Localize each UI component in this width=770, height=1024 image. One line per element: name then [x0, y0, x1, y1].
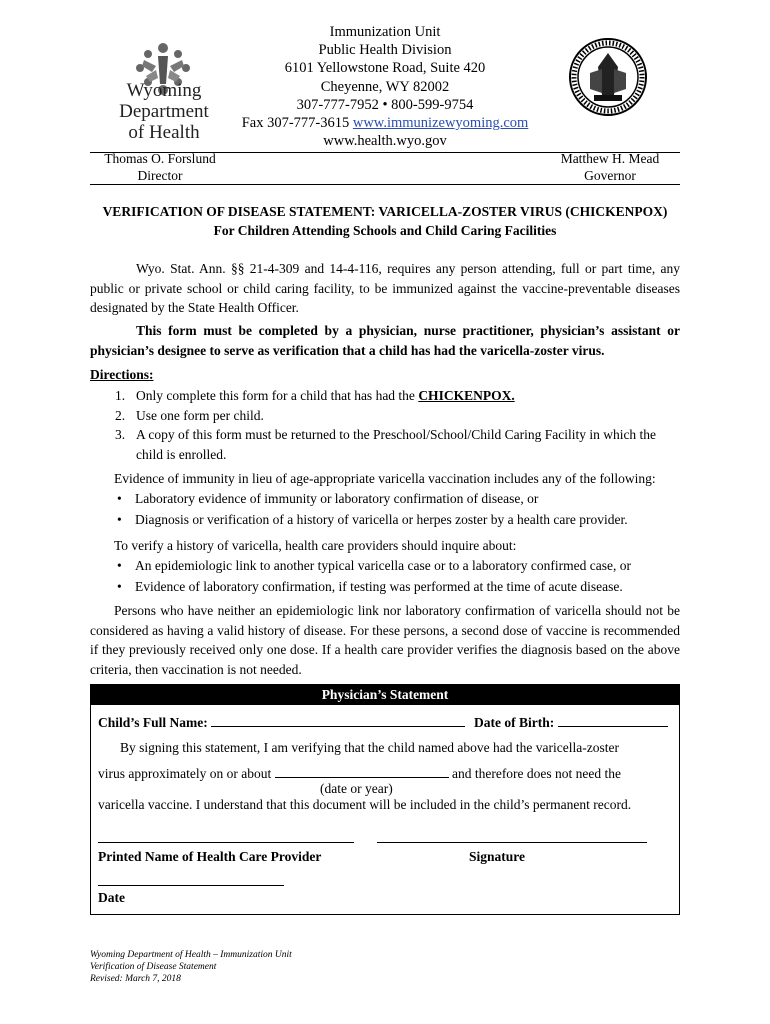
child-name-input-line[interactable]	[211, 713, 465, 727]
direction-number: 2.	[115, 407, 126, 423]
dob-field	[474, 713, 668, 731]
evidence-item	[114, 509, 680, 530]
letterhead-address1: 6101 Yellowstone Road, Suite 420	[284, 60, 486, 77]
statute-paragraph: Wyo. Stat. Ann. §§ 21-4-309 and 14-4-116, requires any person attending, full or part time, any public or private school or child caring facility, to be immunized against the vaccine-preventable diseases designated by the State Health Officer.	[90, 261, 680, 315]
signature-label: Signature	[469, 849, 526, 864]
letterhead-phones: 307-777-7952 • 800-599-9754	[296, 96, 474, 113]
bullet-icon: •	[117, 512, 122, 527]
form-title: VERIFICATION OF DISEASE STATEMENT: VARICELLA-ZOSTER VIRUS (CHICKENPOX)	[102, 204, 668, 219]
logo-line-1: Wyoming	[126, 80, 202, 101]
immunize-wyoming-link[interactable]: www.immunizewyoming.com	[352, 115, 529, 132]
statement-line-3: varicella vaccine. I understand that this document will be included in the child’s permanent record.	[98, 797, 632, 812]
signature-input-line[interactable]	[377, 842, 647, 843]
header-rule-bottom	[90, 184, 680, 185]
direction-number: 3.	[115, 427, 126, 442]
verify-item	[114, 576, 680, 597]
statement-line-2-post: and therefore does not need the	[451, 766, 622, 781]
footer-line-2: Verification of Disease Statement	[90, 962, 217, 972]
provider-name-input-line[interactable]	[98, 842, 354, 843]
persons-note: Persons who have neither an epidemiologic link nor laboratory confirmation of varicella should not be considered as having a valid history of disease. For these persons, a second dose of vaccine is recommended if they previously received only one dose. If a health care provider verifies the diagnosis based on the above criteria, then vaccination is not needed.	[90, 603, 680, 677]
physician-statement-heading: Physician’s Statement	[91, 685, 679, 705]
child-name-field	[98, 713, 465, 731]
footer-line-3: Revised: March 7, 2018	[90, 974, 181, 984]
verify-list	[114, 555, 680, 597]
direction-text: Use one form per child.	[136, 407, 264, 423]
disease-date-input-line[interactable]	[275, 764, 449, 778]
directions-heading: Directions:	[90, 367, 154, 382]
bullet-icon: •	[117, 579, 122, 594]
dob-label: Date of Birth:	[474, 715, 555, 730]
governor-block	[540, 150, 680, 184]
form-subtitle: For Children Attending Schools and Child Caring Facilities	[213, 223, 557, 238]
director-title: Director	[137, 168, 183, 183]
directions-list	[115, 386, 680, 464]
governor-name: Matthew H. Mead	[560, 151, 660, 166]
verify-text: An epidemiologic link to another typical varicella case or to a laboratory confirmed case, or	[135, 558, 631, 573]
letterhead-fax-line	[228, 114, 542, 132]
bullet-icon: •	[117, 558, 122, 573]
director-block	[90, 150, 230, 184]
evidence-item	[114, 488, 680, 509]
statement-line-1: By signing this statement, I am verifying that the child named above had the varicella-zoster	[120, 740, 619, 755]
statement-line-2-pre: virus approximately on or about	[98, 766, 272, 781]
evidence-list	[114, 488, 680, 530]
date-label: Date	[98, 890, 125, 905]
provider-name-label: Printed Name of Health Care Provider	[98, 849, 322, 864]
governor-title: Governor	[584, 168, 636, 183]
wdh-logo-text	[104, 80, 224, 143]
logo-line-3: of Health	[128, 122, 200, 143]
letterhead-address2: Cheyenne, WY 82002	[320, 78, 450, 95]
direction-text: A copy of this form must be returned to the Preschool/School/Child Caring Facility in which the child is enrolled.	[136, 427, 657, 462]
statement-line-2	[98, 764, 678, 782]
evidence-intro: Evidence of immunity in lieu of age-appropriate varicella vaccination includes any of the following:	[114, 471, 656, 486]
letterhead-website: www.health.wyo.gov	[323, 133, 447, 150]
child-name-label: Child’s Full Name:	[98, 715, 208, 730]
state-seal-icon	[568, 37, 648, 117]
direction-item	[115, 425, 680, 464]
dob-input-line[interactable]	[558, 713, 668, 727]
direction-text: Only complete this form for a child that has had the	[136, 388, 419, 403]
logo-line-2: Department	[119, 101, 209, 122]
footer	[90, 949, 390, 985]
bullet-icon: •	[117, 491, 122, 506]
fax-number: Fax 307-777-3615	[241, 115, 353, 132]
completion-note: This form must be completed by a physician, nurse practitioner, physician’s assistant or physician’s designee to serve as verification that a child has had the varicella-zoster virus.	[90, 323, 680, 358]
evidence-text: Diagnosis or verification of a history of varicella or herpes zoster by a health care provider.	[135, 512, 628, 527]
letterhead-unit: Immunization Unit	[329, 24, 441, 40]
direction-item	[115, 386, 680, 406]
date-input-line[interactable]	[98, 885, 284, 886]
director-name: Thomas O. Forslund	[104, 151, 216, 166]
letterhead-division: Public Health Division	[318, 42, 452, 59]
direction-number: 1.	[115, 388, 126, 403]
letterhead	[228, 23, 542, 150]
verify-text: Evidence of laboratory confirmation, if testing was performed at the time of acute disease.	[135, 579, 623, 594]
date-hint: (date or year)	[320, 781, 393, 796]
direction-item	[115, 406, 680, 426]
evidence-text: Laboratory evidence of immunity or laboratory confirmation of disease, or	[135, 491, 539, 506]
verify-item	[114, 555, 680, 576]
direction-emphasis: CHICKENPOX.	[418, 388, 515, 403]
footer-line-1: Wyoming Department of Health – Immunization Unit	[90, 950, 292, 960]
verify-intro: To verify a history of varicella, health care providers should inquire about:	[114, 538, 517, 553]
